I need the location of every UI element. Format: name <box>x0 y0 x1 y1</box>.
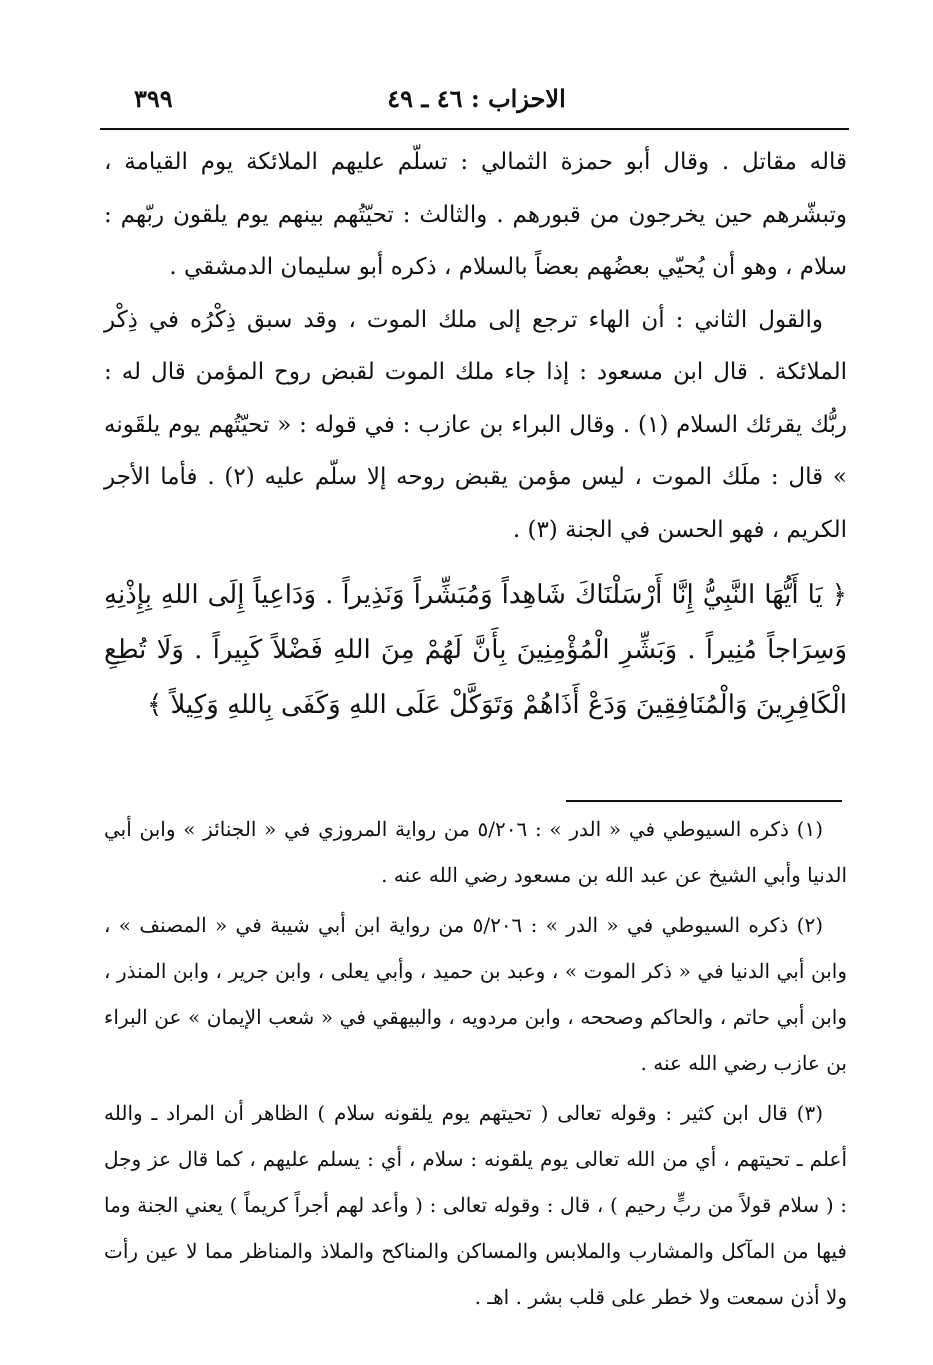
footnote-3: (٣) قال ابن كثير : وقوله تعالى ( تحيتهم يوم يلقونه سلام ) الظاهر أن المراد ـ والله أعلم ـ تحيتهم ، أي من الله تعالى يوم يلقونه : سلام ، أي : يسلم عليهم ، كما قال عز وجل : ( سلام قولاً من ربٍّ رحيم ) ، قال : وقوله تعالى : ( وأعد لهم أجراً كريماً ) يعني الجنة وما فيها من المآكل والمشارب والملابس والمساكن والمناكح والملاذ والمناظر مما لا عين رأت ولا أذن سمعت ولا خطر على قلب بشر . اهـ . <box>104 1101 848 1309</box>
paragraph-1: قاله مقاتل . وقال أبو حمزة الثمالي : تسلّم عليهم الملائكة يوم القيامة ، وتبشّرهم حين يخرجون من قبورهم . والثالث : تحيّتُهم بينهم يوم يلقون ربّهم : سلام ، وهو أن يُحيّي بعضُهم بعضاً بالسلام ، ذكره أبو سليمان الدمشقي . <box>104 149 847 280</box>
quran-verse: ﴿ يَا أَيُّهَا النَّبِيُّ إِنَّا أَرْسَلْنَاكَ شَاهِداً وَمُبَشِّراً وَنَذِيراً . وَدَاعِياً إِلَى اللهِ بِإِذْنِهِ وَسِرَاجاً مُنِيراً . وَبَشِّرِ الْمُؤْمِنِينَ بِأَنَّ لَهُمْ مِنَ اللهِ فَضْلاً كَبِيراً . وَلَا تُطِعِ الْكَافِرِينَ وَالْمُنَافِقِينَ وَدَعْ أَذَاهُمْ وَتَوَكَّلْ عَلَى اللهِ وَكَفَى بِاللهِ وَكِيلاً ﴾ <box>104 580 847 720</box>
page-header <box>104 84 849 122</box>
footnotes <box>104 806 847 1324</box>
footnote-1: (١) ذكره السيوطي في « الدر » : ٥/٢٠٦ من رواية المروزي في « الجنائز » وابن أبي الدنيا وأبي الشيخ عن عبد الله بن مسعود رضي الله عنه . <box>104 817 847 887</box>
page-number: ٣٩٩ <box>134 84 173 113</box>
running-title: الاحزاب : ٤٦ ـ ٤٩ <box>387 84 566 113</box>
header-rule <box>100 128 849 130</box>
footnote-rule <box>566 800 842 802</box>
footnote-2: (٢) ذكره السيوطي في « الدر » : ٥/٢٠٦ من رواية ابن أبي شيبة في « المصنف » ، وابن أبي الدنيا في « ذكر الموت » ، وعبد بن حميد ، وأبي يعلى ، وابن جرير ، وابن المنذر ، وابن أبي حاتم ، والحاكم وصححه ، وابن مردويه ، والبيهقي في « شعب الإيمان » عن البراء بن عازب رضي الله عنه . <box>104 913 847 1075</box>
quran-verse-block <box>104 568 847 733</box>
paragraph-2: والقول الثاني : أن الهاء ترجع إلى ملك الموت ، وقد سبق ذِكْرُه في ذِكْر الملائكة . قال ابن مسعود : إذا جاء ملك الموت لقبض روح المؤمن قال له : ربُّك يقرئك السلام (١) . وقال البراء بن عازب : في قوله : « تحيّتُهم يوم يلقَونه » قال : ملَك الموت ، ليس مؤمن يقبض روحه إلا سلّم عليه (٢) . فأما الأجر الكريم ، فهو الحسن في الجنة (٣) . <box>104 306 847 543</box>
main-text <box>104 136 847 556</box>
